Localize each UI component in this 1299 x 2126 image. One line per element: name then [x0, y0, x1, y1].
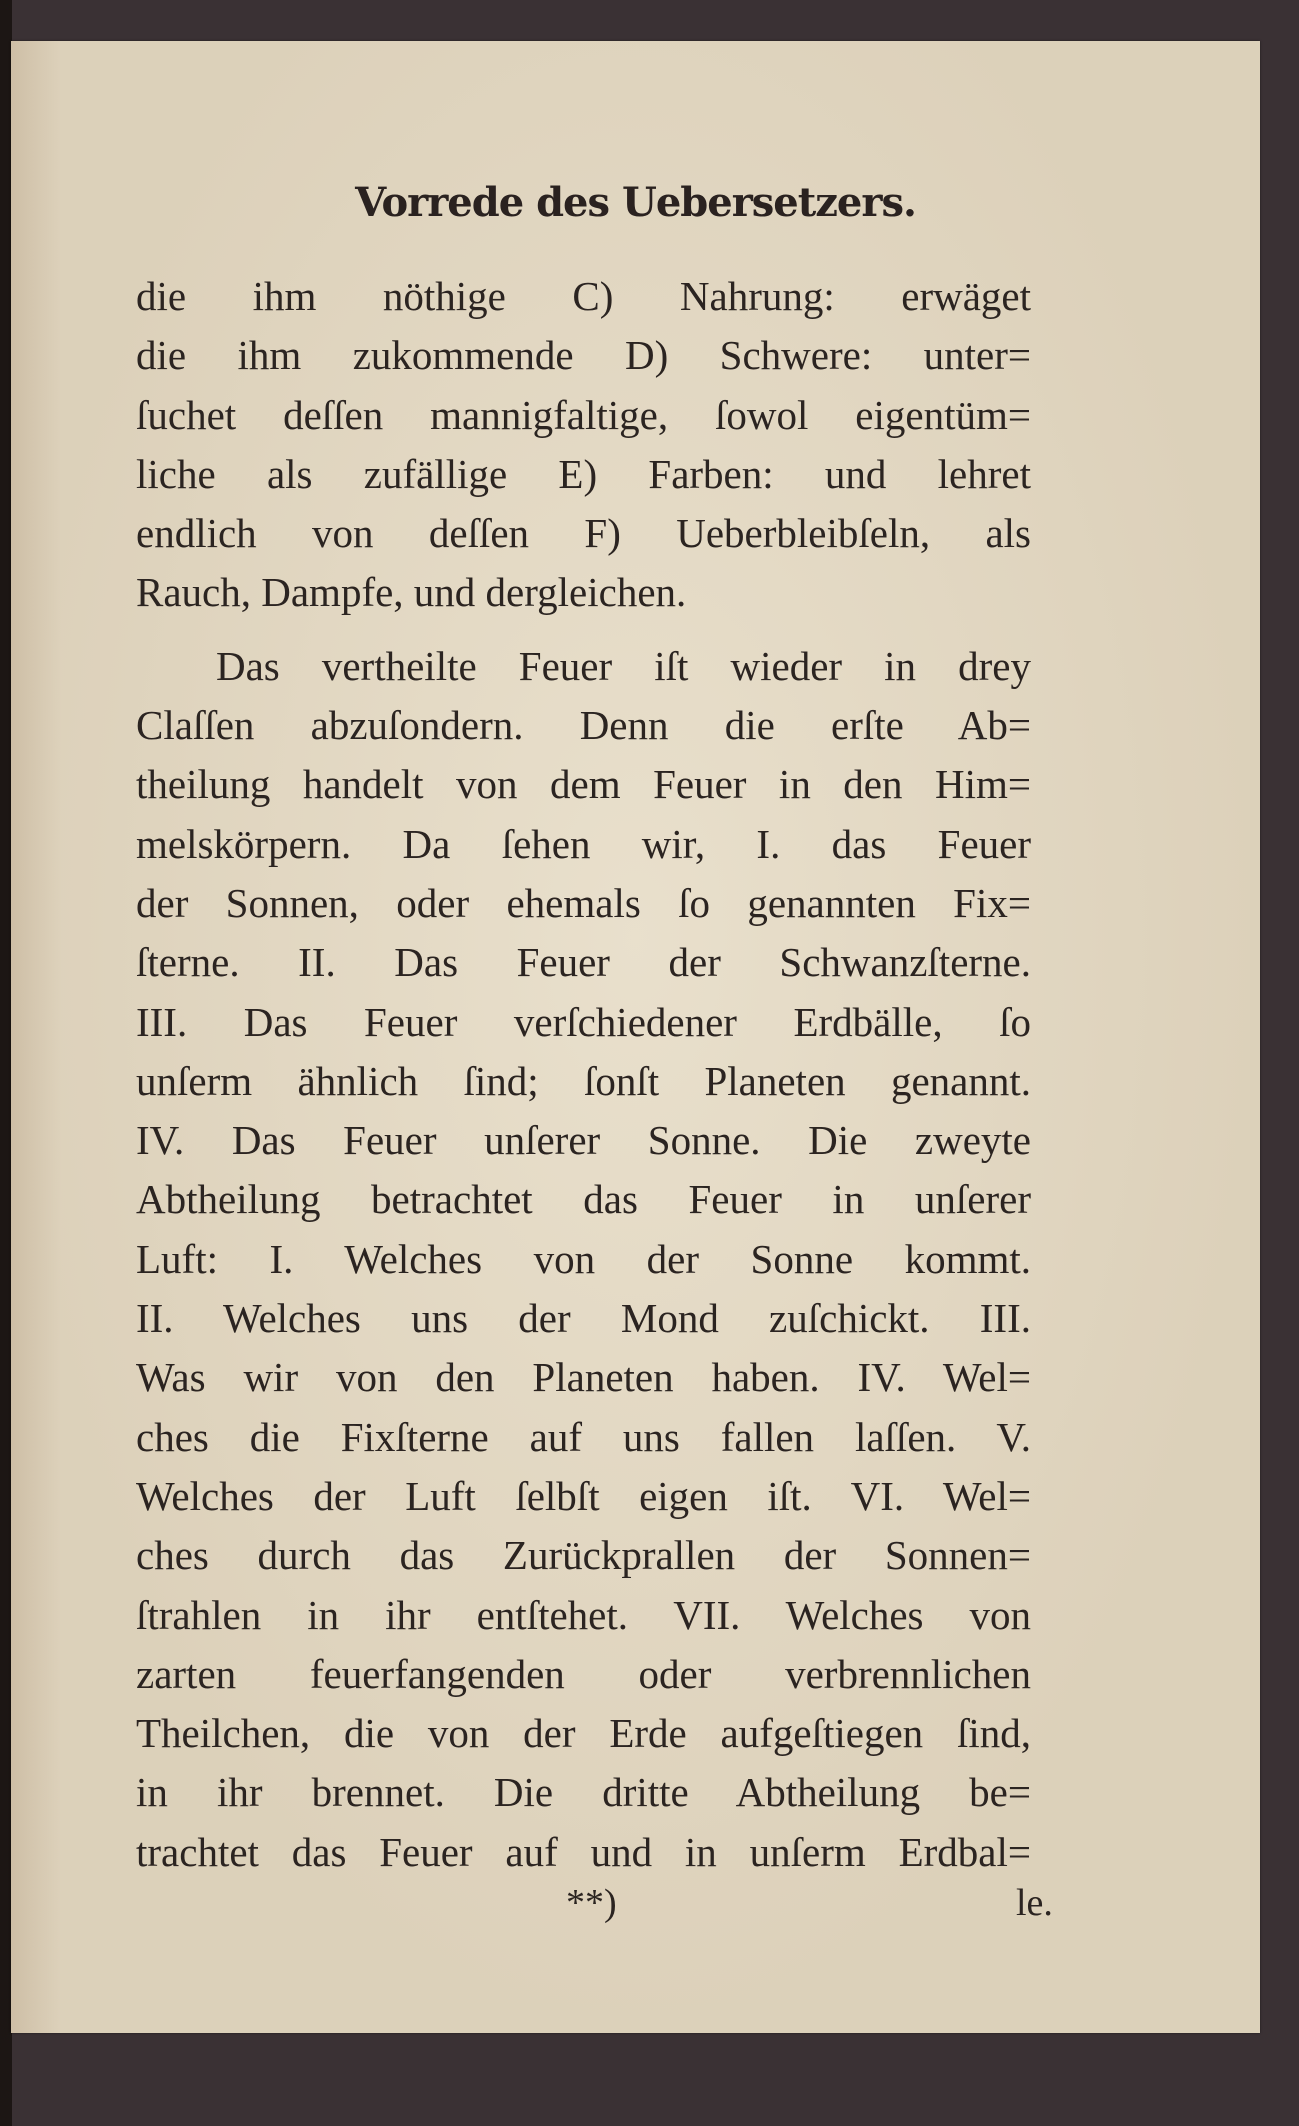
book-page: [11, 41, 1260, 2033]
text-line: Claſſen abzuſondern. Denn die erſte Ab=: [136, 702, 1031, 749]
text-line: melskörpern. Da ſehen wir, I. das Feuer: [136, 820, 1031, 867]
text-line: ſtrahlen in ihr entſtehet. VII. Welches von: [136, 1591, 1031, 1638]
text-line: III. Das Feuer verſchiedener Erdbälle, ſo: [136, 998, 1031, 1045]
page-body-text: [136, 267, 1031, 1882]
text-line: der Sonnen, oder ehemals ſo genannten Fix=: [136, 879, 1031, 926]
text-line: trachtet das Feuer auf und in unſerm Erdbal=: [136, 1828, 1031, 1875]
text-line: die ihm zukommende D) Schwere: unter=: [136, 332, 1031, 379]
signature-mark: **): [566, 1882, 617, 1924]
text-line: zarten feuerfangenden oder verbrennlichen: [136, 1650, 1031, 1697]
text-line: ſuchet deſſen mannigfaltige, ſowol eigentüm=: [136, 391, 1031, 438]
text-line: unſerm ähnlich ſind; ſonſt Planeten genannt.: [136, 1057, 1031, 1104]
text-line: ches durch das Zurückprallen der Sonnen=: [136, 1532, 1031, 1579]
text-line: IV. Das Feuer unſerer Sonne. Die zweyte: [136, 1117, 1031, 1164]
text-line: Luft: I. Welches von der Sonne kommt.: [136, 1235, 1031, 1282]
text-line: ches die Fixſterne auf uns fallen laſſen. V.: [136, 1413, 1031, 1460]
text-line: II. Welches uns der Mond zuſchickt. III.: [136, 1295, 1031, 1342]
text-line: ſterne. II. Das Feuer der Schwanzſterne.: [136, 939, 1031, 986]
text-line: Rauch, Dampfe, und dergleichen.: [136, 569, 687, 616]
text-line: endlich von deſſen F) Ueberbleibſeln, als: [136, 510, 1031, 557]
text-line: Welches der Luft ſelbſt eigen iſt. VI. Wel=: [136, 1472, 1031, 1519]
running-header: Vorrede des Uebersetzers.: [355, 179, 916, 226]
text-line: theilung handelt von dem Feuer in den Him=: [136, 761, 1031, 808]
text-line: in ihr brennet. Die dritte Abtheilung be=: [136, 1769, 1031, 1816]
text-line: die ihm nöthige C) Nahrung: erwäget: [136, 273, 1031, 319]
text-line: Was wir von den Planeten haben. IV. Wel=: [136, 1354, 1031, 1401]
text-line: Abtheilung betrachtet das Feuer in unſerer: [136, 1176, 1031, 1223]
text-line: Theilchen, die von der Erde aufgeſtiegen ſind,: [136, 1710, 1031, 1757]
text-line: liche als zufällige E) Farben: und lehret: [136, 450, 1031, 497]
catchword: le.: [1016, 1882, 1053, 1924]
text-line: Das vertheilte Feuer iſt wieder in drey: [216, 642, 1031, 689]
